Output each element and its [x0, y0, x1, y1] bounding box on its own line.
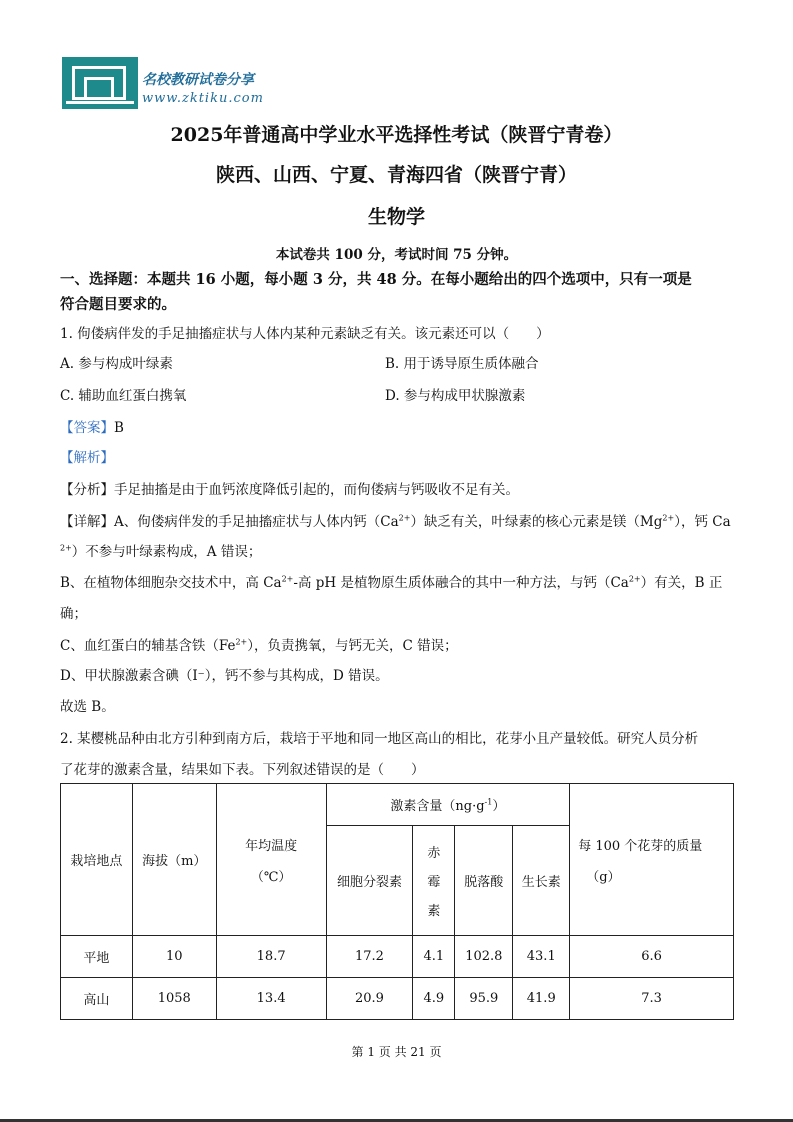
q1-answer [60, 416, 124, 436]
section-heading-line1: 一、选择题：本题共 16 小题，每小题 3 分，共 48 分。在每小题给出的四个选项中，只有一项是 [60, 271, 692, 288]
header-cytokinin: 细胞分裂素 [326, 826, 413, 936]
header-gibberellin: 赤 霉 素 [413, 826, 455, 936]
table-row: 高山 1058 13.4 20.9 4.9 95.9 41.9 7.3 [61, 978, 734, 1020]
hormone-table [60, 783, 734, 1020]
q1-detail-a-line1: 【详解】A、佝偻病伴发的手足抽搐症状与人体内钙$(Ca^{2+})$缺乏有关，叶绿素的核心元素是镁$(Mg^{2+})$，钙 Ca [60, 513, 731, 530]
exam-subject: 生物学 [367, 206, 425, 228]
q1-fenxi: 【分析】手足抽搐是由于血钙浓度降低引起的，而佝偻病与钙吸收不足有关。 [60, 482, 519, 498]
q1-conclusion: 故选 B。 [60, 699, 115, 715]
logo-url: www.zktiku.com [142, 91, 264, 106]
q1-option-a: A. 参与构成叶绿素 [60, 356, 173, 372]
section-heading-line2: 符合题目要求的。 [60, 296, 176, 313]
q2-stem-line2: 了花芽的激素含量，结果如下表。下列叙述错误的是（ ） [60, 762, 425, 778]
q1-option-d: D. 参与构成甲状腺激素 [385, 388, 526, 404]
answer-value: B [114, 420, 124, 436]
q1-detail-b-line1: B、在植物体细胞杂交技术中，高 $Ca^{2+}-$高 pH 是植物原生质体融合的其中一种方法，与钙$(Ca^{2+})$有关，B 正 [60, 574, 723, 591]
header-auxin: 生长素 [513, 826, 570, 936]
q1-stem: 1. 佝偻病伴发的手足抽搐症状与人体内某种元素缺乏有关。该元素还可以（ ） [60, 326, 550, 342]
header-hormone: 激素含量$(ng\cdot g^{-1})$ [326, 784, 570, 826]
header-abscisic-acid: 脱落酸 [455, 826, 513, 936]
page-number: 第 1 页 共 21 页 [351, 1045, 442, 1059]
exam-region: 陕西、山西、宁夏、青海四省（陕晋宁青） [215, 164, 577, 186]
exam-title: 2025年普通高中学业水平选择性考试（陕晋宁青卷） [170, 124, 623, 146]
logo-name: 名校教研试卷分享 [142, 72, 254, 88]
exam-info: 本试卷共 100 分，考试时间 75 分钟。 [275, 247, 518, 263]
q1-option-c: C. 辅助血红蛋白携氧 [60, 388, 187, 404]
q1-detail-b-line2: 确； [60, 606, 87, 622]
table-row: 平地 10 18.7 17.2 4.1 102.8 43.1 6.6 [61, 936, 734, 978]
logo [62, 57, 272, 112]
header-temperature: 年均温度 （℃） [216, 784, 326, 936]
q1-detail-d: D、甲状腺激素含碘（I⁻），钙不参与其构成，D 错误。 [60, 668, 389, 684]
q2-stem-line1: 2. 某樱桃品种由北方引种到南方后，栽培于平地和同一地区高山的相比，花芽小且产量较低。研究人员分析 [60, 731, 699, 747]
answer-tag: 【答案】 [60, 420, 114, 436]
q1-detail-c: C、血红蛋白的辅基含铁$(Fe^{2+})$，负责携氧，与钙无关，C 错误； [60, 637, 458, 654]
analysis-tag: 【解析】 [60, 450, 114, 466]
header-bud-mass: 每 100 个花芽的质量 （g） [570, 784, 734, 936]
q1-detail-a-line2: $^{2+}$）不参与叶绿素构成，A 错误； [60, 543, 262, 560]
logo-emblem-icon [62, 57, 138, 109]
q1-option-b: B. 用于诱导原生质体融合 [385, 356, 539, 372]
header-altitude: 海拔（m） [132, 784, 216, 936]
header-site: 栽培地点 [61, 784, 133, 936]
